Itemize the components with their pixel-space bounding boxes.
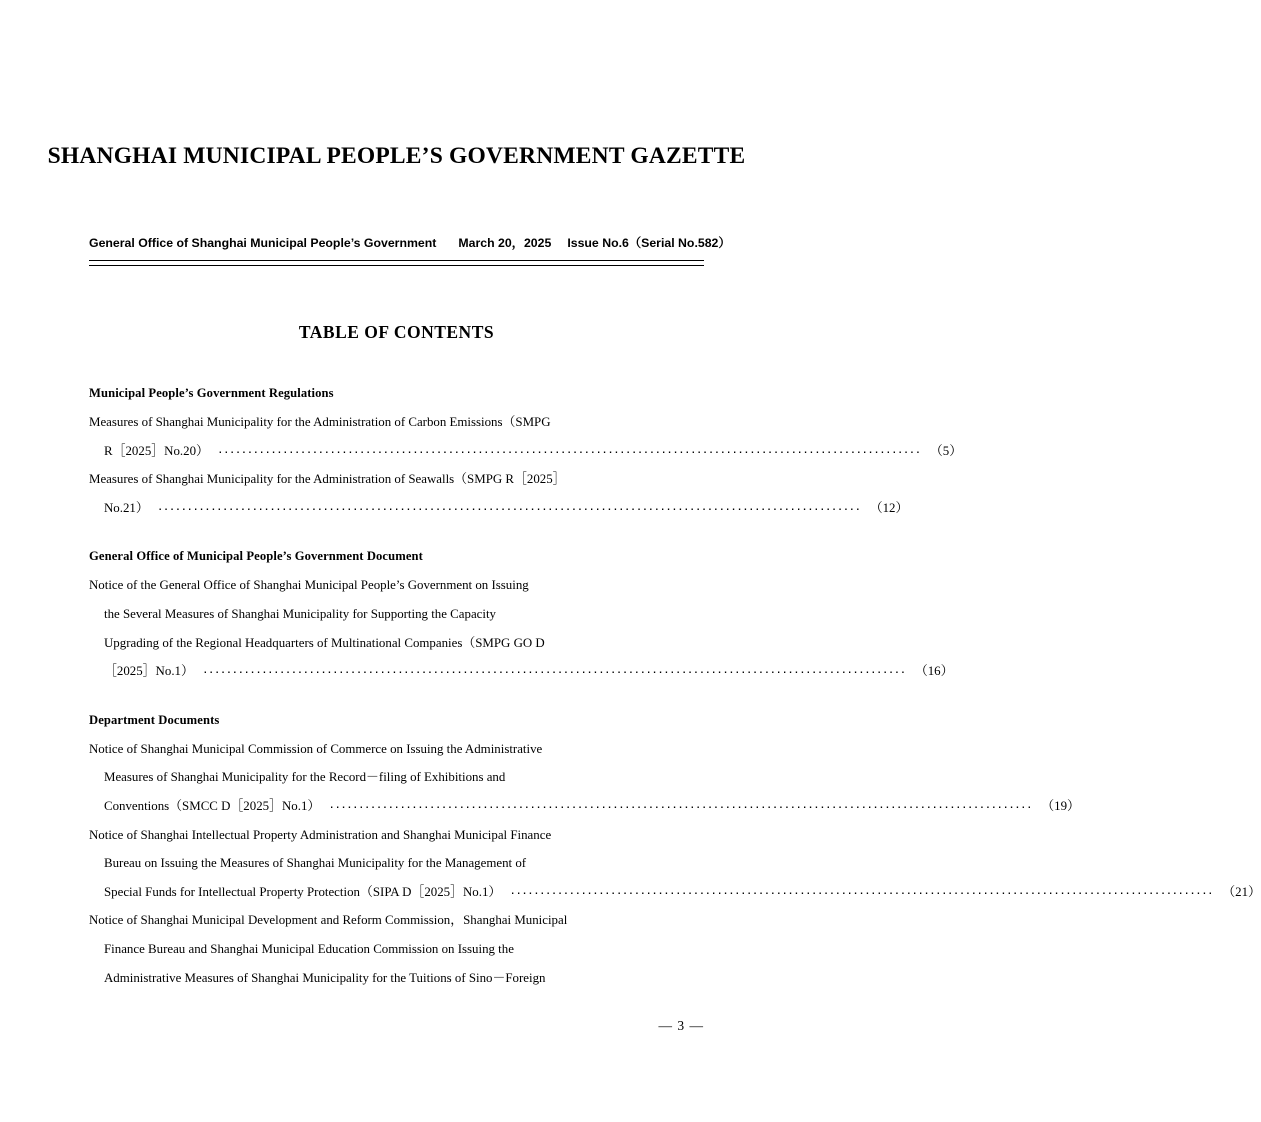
toc-entry[interactable]	[89, 571, 954, 685]
toc-entry[interactable]	[89, 821, 1261, 907]
toc-heading: TABLE OF CONTENTS	[298, 322, 495, 342]
publisher-name: General Office of Shanghai Municipal People’s Government	[89, 236, 437, 250]
toc-entry-line: Notice of Shanghai Municipal Commission of Commerce on Issuing the Administrative	[89, 741, 543, 756]
toc-entry-text: R［2025］No.20）	[104, 443, 209, 458]
toc-section-title: Municipal People’s Government Regulations	[89, 386, 334, 400]
toc-page-number: （19）	[1041, 798, 1080, 813]
toc-entry[interactable]	[89, 465, 909, 522]
toc-page-number: （12）	[869, 500, 909, 515]
leader-dots: ․․․․․․․․․․․․․․․․․․․․․․․․․․․․․․․․․․․․․․․․․․․․․․․․․․․․․․․․․․․․․․․․․․․․․․․․․․․․․․․․․․․․․․․․․․․․․․․․․․․․․․․․․․․․․․․․․․․․․․․	[203, 662, 907, 677]
divider-thick	[89, 260, 704, 261]
toc-entry-lastline	[89, 657, 954, 686]
toc-entry-lastline	[89, 437, 963, 466]
leader-dots: ․․․․․․․․․․․․․․․․․․․․․․․․․․․․․․․․․․․․․․․․․․․․․․․․․․․․․․․․․․․․․․․․․․․․․․․․․․․․․․․․․․․․․․․․․․․․․․․․․․․․․․․․․․․․․․․․․․․․․․․	[510, 882, 1215, 897]
toc-page-number: （21）	[1222, 884, 1261, 899]
table-of-contents	[89, 386, 1261, 992]
issue-date: March 20，2025	[458, 236, 552, 250]
toc-entry-lastline	[89, 792, 1080, 821]
issue-number: Issue No.6（Serial No.582）	[567, 236, 731, 250]
toc-entry-lastline	[89, 494, 909, 523]
toc-entry[interactable]	[89, 735, 1080, 821]
toc-entry-text: Conventions（SMCC D［2025］No.1）	[104, 798, 321, 813]
toc-page-number: （16）	[914, 664, 954, 679]
toc-entry-line: Measures of Shanghai Municipality for the Administration of Carbon Emissions（SMPG	[89, 415, 551, 429]
toc-entry-line: Notice of the General Office of Shanghai Municipal People’s Government on Issuing	[89, 578, 529, 593]
issue-line	[89, 233, 731, 257]
toc-entry-line: Finance Bureau and Shanghai Municipal Education Commission on Issuing the	[104, 941, 514, 956]
leader-dots: ․․․․․․․․․․․․․․․․․․․․․․․․․․․․․․․․․․․․․․․․․․․․․․․․․․․․․․․․․․․․․․․․․․․․․․․․․․․․․․․․․․․․․․․․․․․․․․․․․․․․․․․․․․․․․․․․․․․․․․․	[329, 796, 1034, 811]
toc-page-number: （5）	[929, 443, 963, 458]
toc-entry-line: Bureau on Issuing the Measures of Shanghai Municipality for the Management of	[104, 856, 527, 871]
divider-thin	[89, 265, 704, 266]
toc-entry-line: the Several Measures of Shanghai Municipality for Supporting the Capacity	[104, 606, 496, 621]
toc-entry-line: Notice of Shanghai Municipal Development and Reform Commission，Shanghai Municipal	[89, 913, 568, 928]
toc-entry-line: Administrative Measures of Shanghai Municipality for the Tuitions of Sino－Foreign	[104, 970, 546, 985]
toc-entry-line: Measures of Shanghai Municipality for the Administration of Seawalls（SMPG R［2025］	[89, 472, 566, 487]
page-title: SHANGHAI MUNICIPAL PEOPLE’S GOVERNMENT GAZETTE	[47, 143, 746, 169]
issue-header	[89, 233, 731, 257]
toc-entry-lastline	[89, 878, 1261, 907]
toc-entry-text: No.21）	[104, 500, 149, 515]
toc-entry-text: ［2025］No.1）	[104, 664, 194, 679]
toc-section-title: General Office of Municipal People’s Government Document	[89, 549, 423, 564]
toc-section-title: Department Documents	[89, 712, 220, 727]
leader-dots: ․․․․․․․․․․․․․․․․․․․․․․․․․․․․․․․․․․․․․․․․․․․․․․․․․․․․․․․․․․․․․․․․․․․․․․․․․․․․․․․․․․․․․․․․․․․․․․․․․․․․․․․․․․․․․․․․․․․․․․․	[158, 498, 862, 513]
toc-entry-line: Upgrading of the Regional Headquarters of Multinational Companies（SMPG GO D	[104, 635, 545, 650]
toc-entry-line: Measures of Shanghai Municipality for the Record－filing of Exhibitions and	[104, 770, 506, 785]
toc-entry[interactable]	[89, 906, 704, 992]
page-folio: — 3 —	[658, 1018, 704, 1033]
toc-entry-line: Notice of Shanghai Intellectual Property Administration and Shanghai Municipal Finance	[89, 827, 552, 842]
toc-entry-text: Special Funds for Intellectual Property Protection（SIPA D［2025］No.1）	[104, 884, 502, 899]
leader-dots: ․․․․․․․․․․․․․․․․․․․․․․․․․․․․․․․․․․․․․․․․․․․․․․․․․․․․․․․․․․․․․․․․․․․․․․․․․․․․․․․․․․․․․․․․․․․․․․․․․․․․․․․․․․․․․․․․․․․․․․․	[218, 441, 922, 456]
toc-entry[interactable]	[89, 408, 963, 465]
